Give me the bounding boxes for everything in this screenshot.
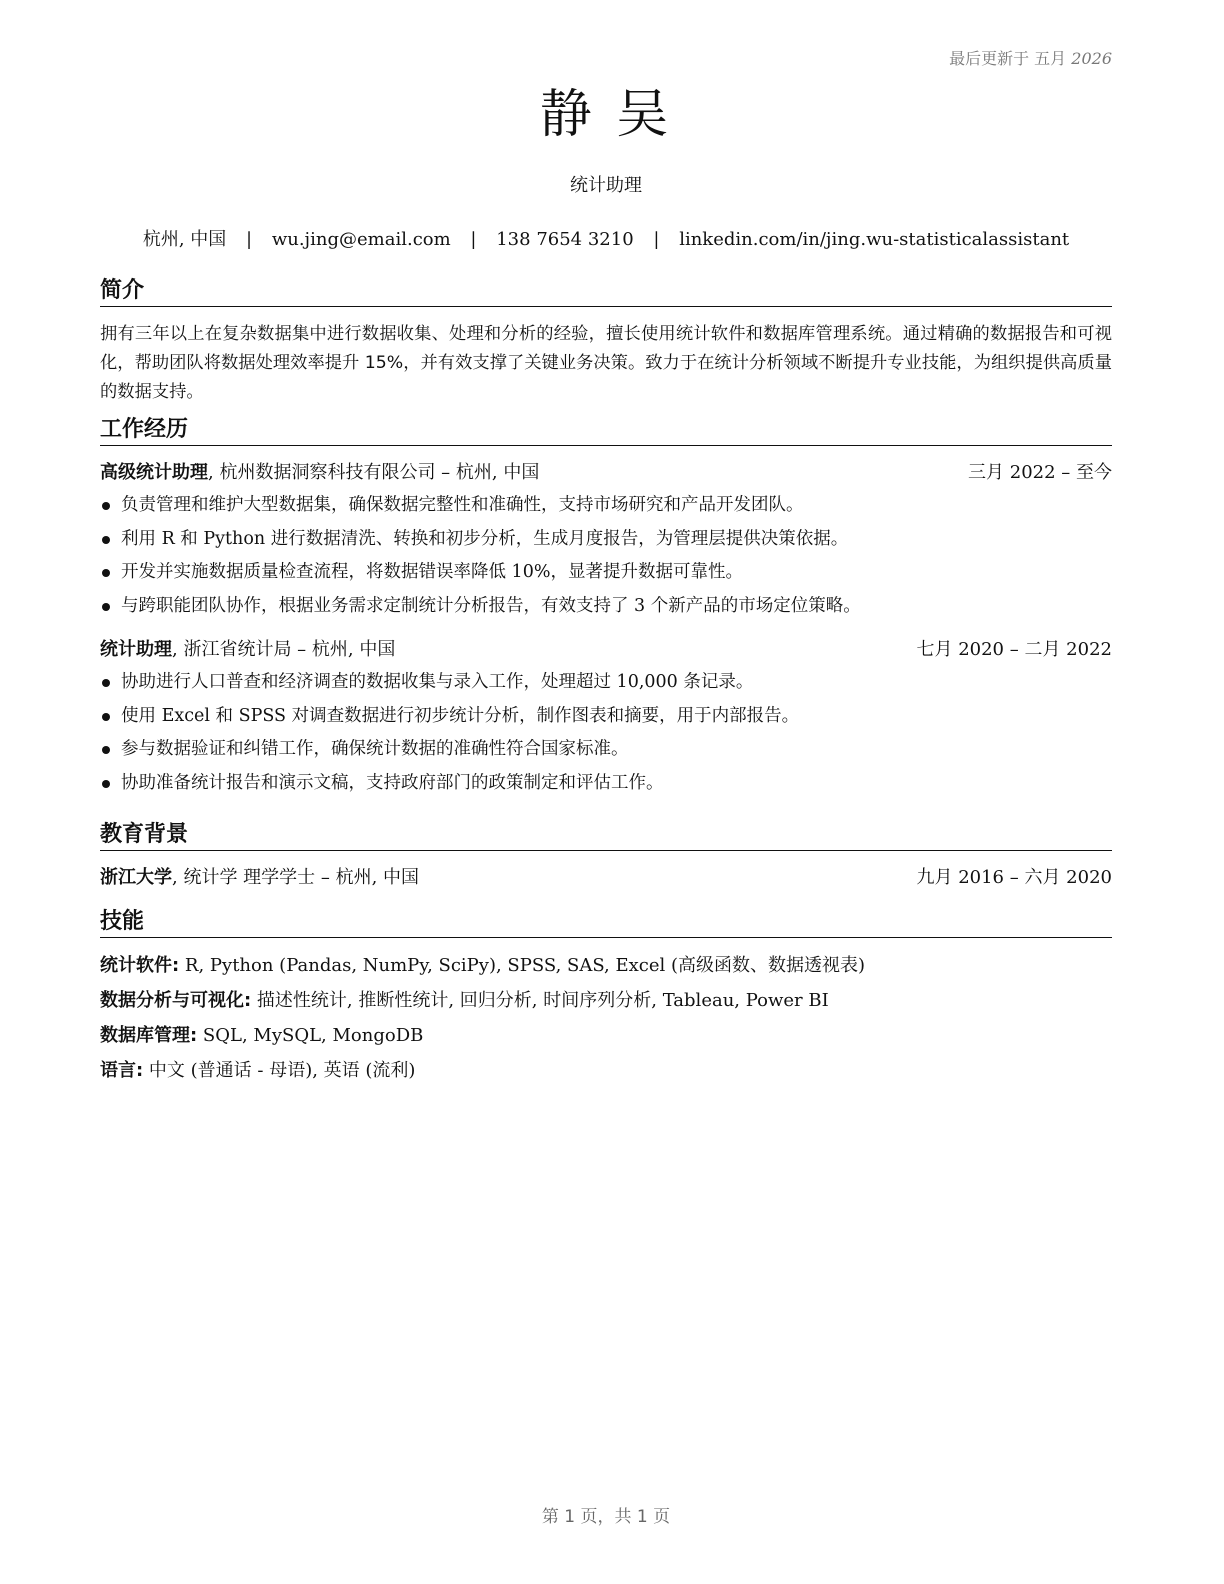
skill-line: [100, 1018, 1112, 1053]
last-updated-label: 最后更新于 五月: [949, 49, 1067, 68]
job-bullets: [100, 666, 1112, 800]
contact-separator: |: [246, 229, 253, 250]
job-header: [100, 461, 1112, 485]
education-school-degree: [100, 866, 419, 890]
job-bullet-text: 协助进行人口普查和经济调查的数据收集与录入工作，处理超过 10,000 条记录。: [121, 672, 754, 692]
skill-value: R, Python (Pandas, NumPy, SciPy), SPSS, SAS, Excel (高级函数、数据透视表): [179, 955, 866, 976]
contact-phone[interactable]: 138 7654 3210: [496, 229, 634, 250]
experience-section: [100, 416, 1112, 800]
job-bullet-text: 参与数据验证和纠错工作，确保统计数据的准确性符合国家标准。: [121, 739, 629, 759]
experience-heading: 工作经历: [100, 416, 1112, 446]
skill-line: [100, 948, 1112, 983]
job-role: 统计助理: [100, 639, 172, 660]
bullet-icon: [102, 569, 110, 577]
job-entry: [100, 638, 1112, 800]
job-bullet: [100, 666, 1112, 700]
education-entry: [100, 866, 1112, 890]
candidate-name: 静 吴: [539, 85, 673, 145]
education-dates: 九月 2016 – 六月 2020: [916, 867, 1112, 888]
education-school: 浙江大学: [100, 867, 172, 888]
job-bullet: [100, 767, 1112, 801]
bullet-icon: [102, 713, 110, 721]
skills-list: [100, 948, 1112, 1088]
job-bullet-text: 与跨职能团队协作，根据业务需求定制统计分析报告，有效支持了 3 个新产品的市场定位策略。: [121, 595, 861, 616]
job-org: , 杭州数据洞察科技有限公司 – 杭州, 中国: [208, 462, 540, 483]
candidate-title: 统计助理: [570, 175, 642, 196]
contact-line: [100, 225, 1112, 251]
skill-label: 统计软件:: [100, 955, 180, 976]
job-role-org: [100, 638, 395, 662]
summary-section: [100, 277, 1112, 407]
contact-linkedin[interactable]: linkedin.com/in/jing.wu-statisticalassistant: [679, 229, 1070, 250]
summary-text: 拥有三年以上在复杂数据集中进行数据收集、处理和分析的经验，擅长使用统计软件和数据库管理系统。通过精确的数据报告和可视化，帮助团队将数据处理效率提升 15%，并有效支撑了关键业务决策。致力于在统计分析领域不断提升专业技能，为组织提供高质量的数据支持。: [100, 324, 1112, 402]
job-entry: [100, 461, 1112, 623]
skill-value: 中文 (普通话 - 母语), 英语 (流利): [143, 1060, 416, 1081]
contact-location: 杭州, 中国: [142, 229, 227, 250]
job-bullet-text: 使用 Excel 和 SPSS 对调查数据进行初步统计分析，制作图表和摘要，用于内部报告。: [121, 705, 800, 726]
education-heading: 教育背景: [100, 821, 1112, 851]
job-header: [100, 638, 1112, 662]
bullet-icon: [102, 536, 110, 544]
education-section: [100, 821, 1112, 890]
job-role-org: [100, 461, 539, 485]
bullet-icon: [102, 502, 110, 510]
job-org: , 浙江省统计局 – 杭州, 中国: [172, 639, 396, 660]
skill-label: 数据分析与可视化:: [100, 990, 252, 1011]
skill-label: 数据库管理:: [100, 1025, 198, 1046]
job-dates: 七月 2020 – 二月 2022: [916, 639, 1112, 660]
job-bullet-text: 利用 R 和 Python 进行数据清洗、转换和初步分析，生成月度报告，为管理层提供决策依据。: [121, 528, 849, 549]
skill-line: [100, 1053, 1112, 1088]
skills-section: [100, 908, 1112, 1088]
resume-page: [100, 0, 1112, 1584]
job-bullet: [100, 556, 1112, 590]
skill-line: [100, 983, 1112, 1018]
job-bullet-text: 协助准备统计报告和演示文稿，支持政府部门的政策制定和评估工作。: [121, 772, 664, 793]
last-updated: [949, 46, 1112, 69]
job-bullets: [100, 489, 1112, 623]
job-bullet: [100, 590, 1112, 624]
contact-separator: |: [470, 229, 477, 250]
last-updated-year: 2026: [1071, 49, 1112, 68]
job-bullet: [100, 733, 1112, 767]
skill-label: 语言:: [100, 1060, 144, 1081]
contact-separator: |: [653, 229, 660, 250]
job-bullet: [100, 523, 1112, 557]
contact-email[interactable]: wu.jing@email.com: [271, 229, 451, 250]
page-number: 第 1 页，共 1 页: [541, 1507, 671, 1527]
skills-heading: 技能: [100, 908, 1112, 938]
bullet-icon: [102, 780, 110, 788]
bullet-icon: [102, 746, 110, 754]
bullet-icon: [102, 603, 110, 611]
summary-heading: 简介: [100, 277, 1112, 307]
job-bullet-text: 开发并实施数据质量检查流程，将数据错误率降低 10%，显著提升数据可靠性。: [121, 562, 743, 582]
job-bullet: [100, 489, 1112, 523]
job-bullet-text: 负责管理和维护大型数据集，确保数据完整性和准确性，支持市场研究和产品开发团队。: [121, 495, 804, 515]
skill-value: SQL, MySQL, MongoDB: [197, 1025, 424, 1046]
skill-value: 描述性统计, 推断性统计, 回归分析, 时间序列分析, Tableau, Power BI: [251, 990, 829, 1011]
job-dates: 三月 2022 – 至今: [968, 462, 1112, 483]
education-detail: , 统计学 理学学士 – 杭州, 中国: [172, 867, 420, 888]
job-role: 高级统计助理: [100, 462, 208, 483]
bullet-icon: [102, 679, 110, 687]
job-bullet: [100, 700, 1112, 734]
